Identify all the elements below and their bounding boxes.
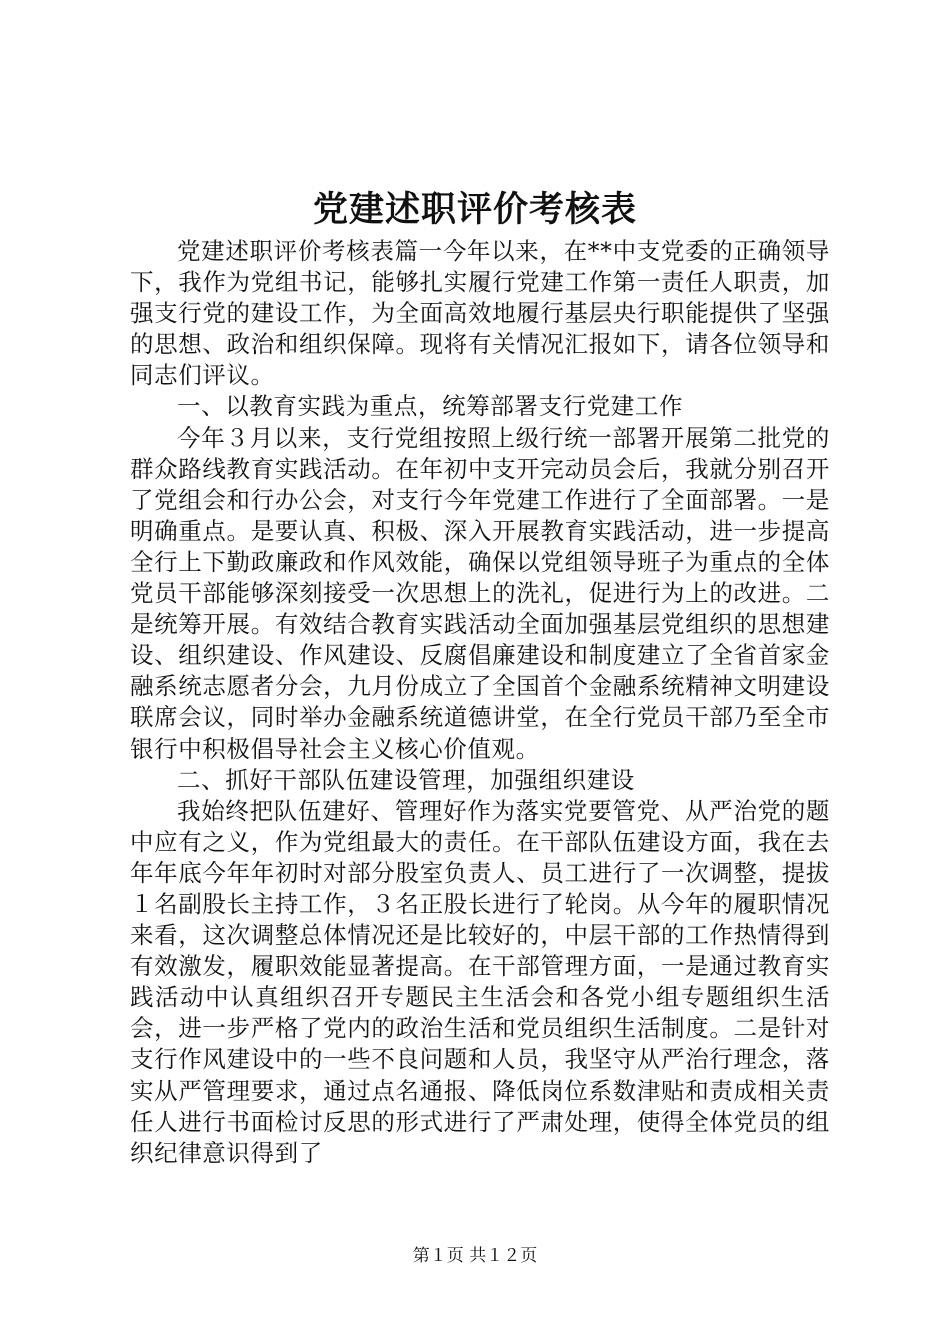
page-number-footer: 第１页 共１２页 (412, 1246, 538, 1266)
document-body (130, 236, 830, 1169)
section-2-paragraph: 我始终把队伍建好、管理好作为落实党要管党、从严治党的题中应有之义，作为党组最大的责任。在干部队伍建设方面，我在去年年底今年年初时对部分股室负责人、员工进行了一次调整，提拔１名副股长主持工作，３名正股长进行了轮岗。从今年的履职情况来看，这次调整总体情况还是比较好的，中层干部的工作热情得到有效激发，履职效能显著提高。在干部管理方面，一是通过教育实践活动中认真组织召开专题民主生活会和各党小组专题组织生活会，进一步严格了党内的政治生活和党员组织生活制度。二是针对支行作风建设中的一些不良问题和人员，我坚守从严治行理念，落实从严管理要求，通过点名通报、降低岗位系数津贴和责成相关责任人进行书面检讨反思的形式进行了严肃处理，使得全体党员的组织纪律意识得到了 (130, 796, 830, 1167)
document-title: 党建述职评价考核表 (312, 189, 637, 230)
section-1-paragraph: 今年３月以来，支行党组按照上级行统一部署开展第二批党的群众路线教育实践活动。在年初中支开完动员会后，我就分别召开了党组会和行办公会，对支行今年党建工作进行了全面部署。一是明确重点。是要认真、积极、深入开展教育实践活动，进一步提高全行上下勤政廉政和作风效能，确保以党组领导班子为重点的全体党员干部能够深刻接受一次思想上的洗礼，促进行为上的改进。二是统筹开展。有效结合教育实践活动全面加强基层党组织的思想建设、组织建设、作风建设、反腐倡廉建设和制度建立了全省首家金融系统志愿者分会，九月份成立了全国首个金融系统精神文明建设联席会议，同时举办金融系统道德讲堂，在全行党员干部乃至全市银行中积极倡导社会主义核心价值观。 (130, 423, 830, 763)
section-heading-1: 一、以教育实践为重点，统筹部署支行党建工作 (177, 392, 684, 421)
section-heading-2: 二、抓好干部队伍建设管理，加强组织建设 (177, 765, 635, 794)
intro-paragraph: 党建述职评价考核表篇一今年以来，在**中支党委的正确领导下，我作为党组书记，能够扎实履行党建工作第一责任人职责，加强支行党的建设工作，为全面高效地履行基层央行职能提供了坚强的思想、政治和组织保障。现将有关情况汇报如下，请各位领导和同志们评议。 (130, 237, 830, 390)
